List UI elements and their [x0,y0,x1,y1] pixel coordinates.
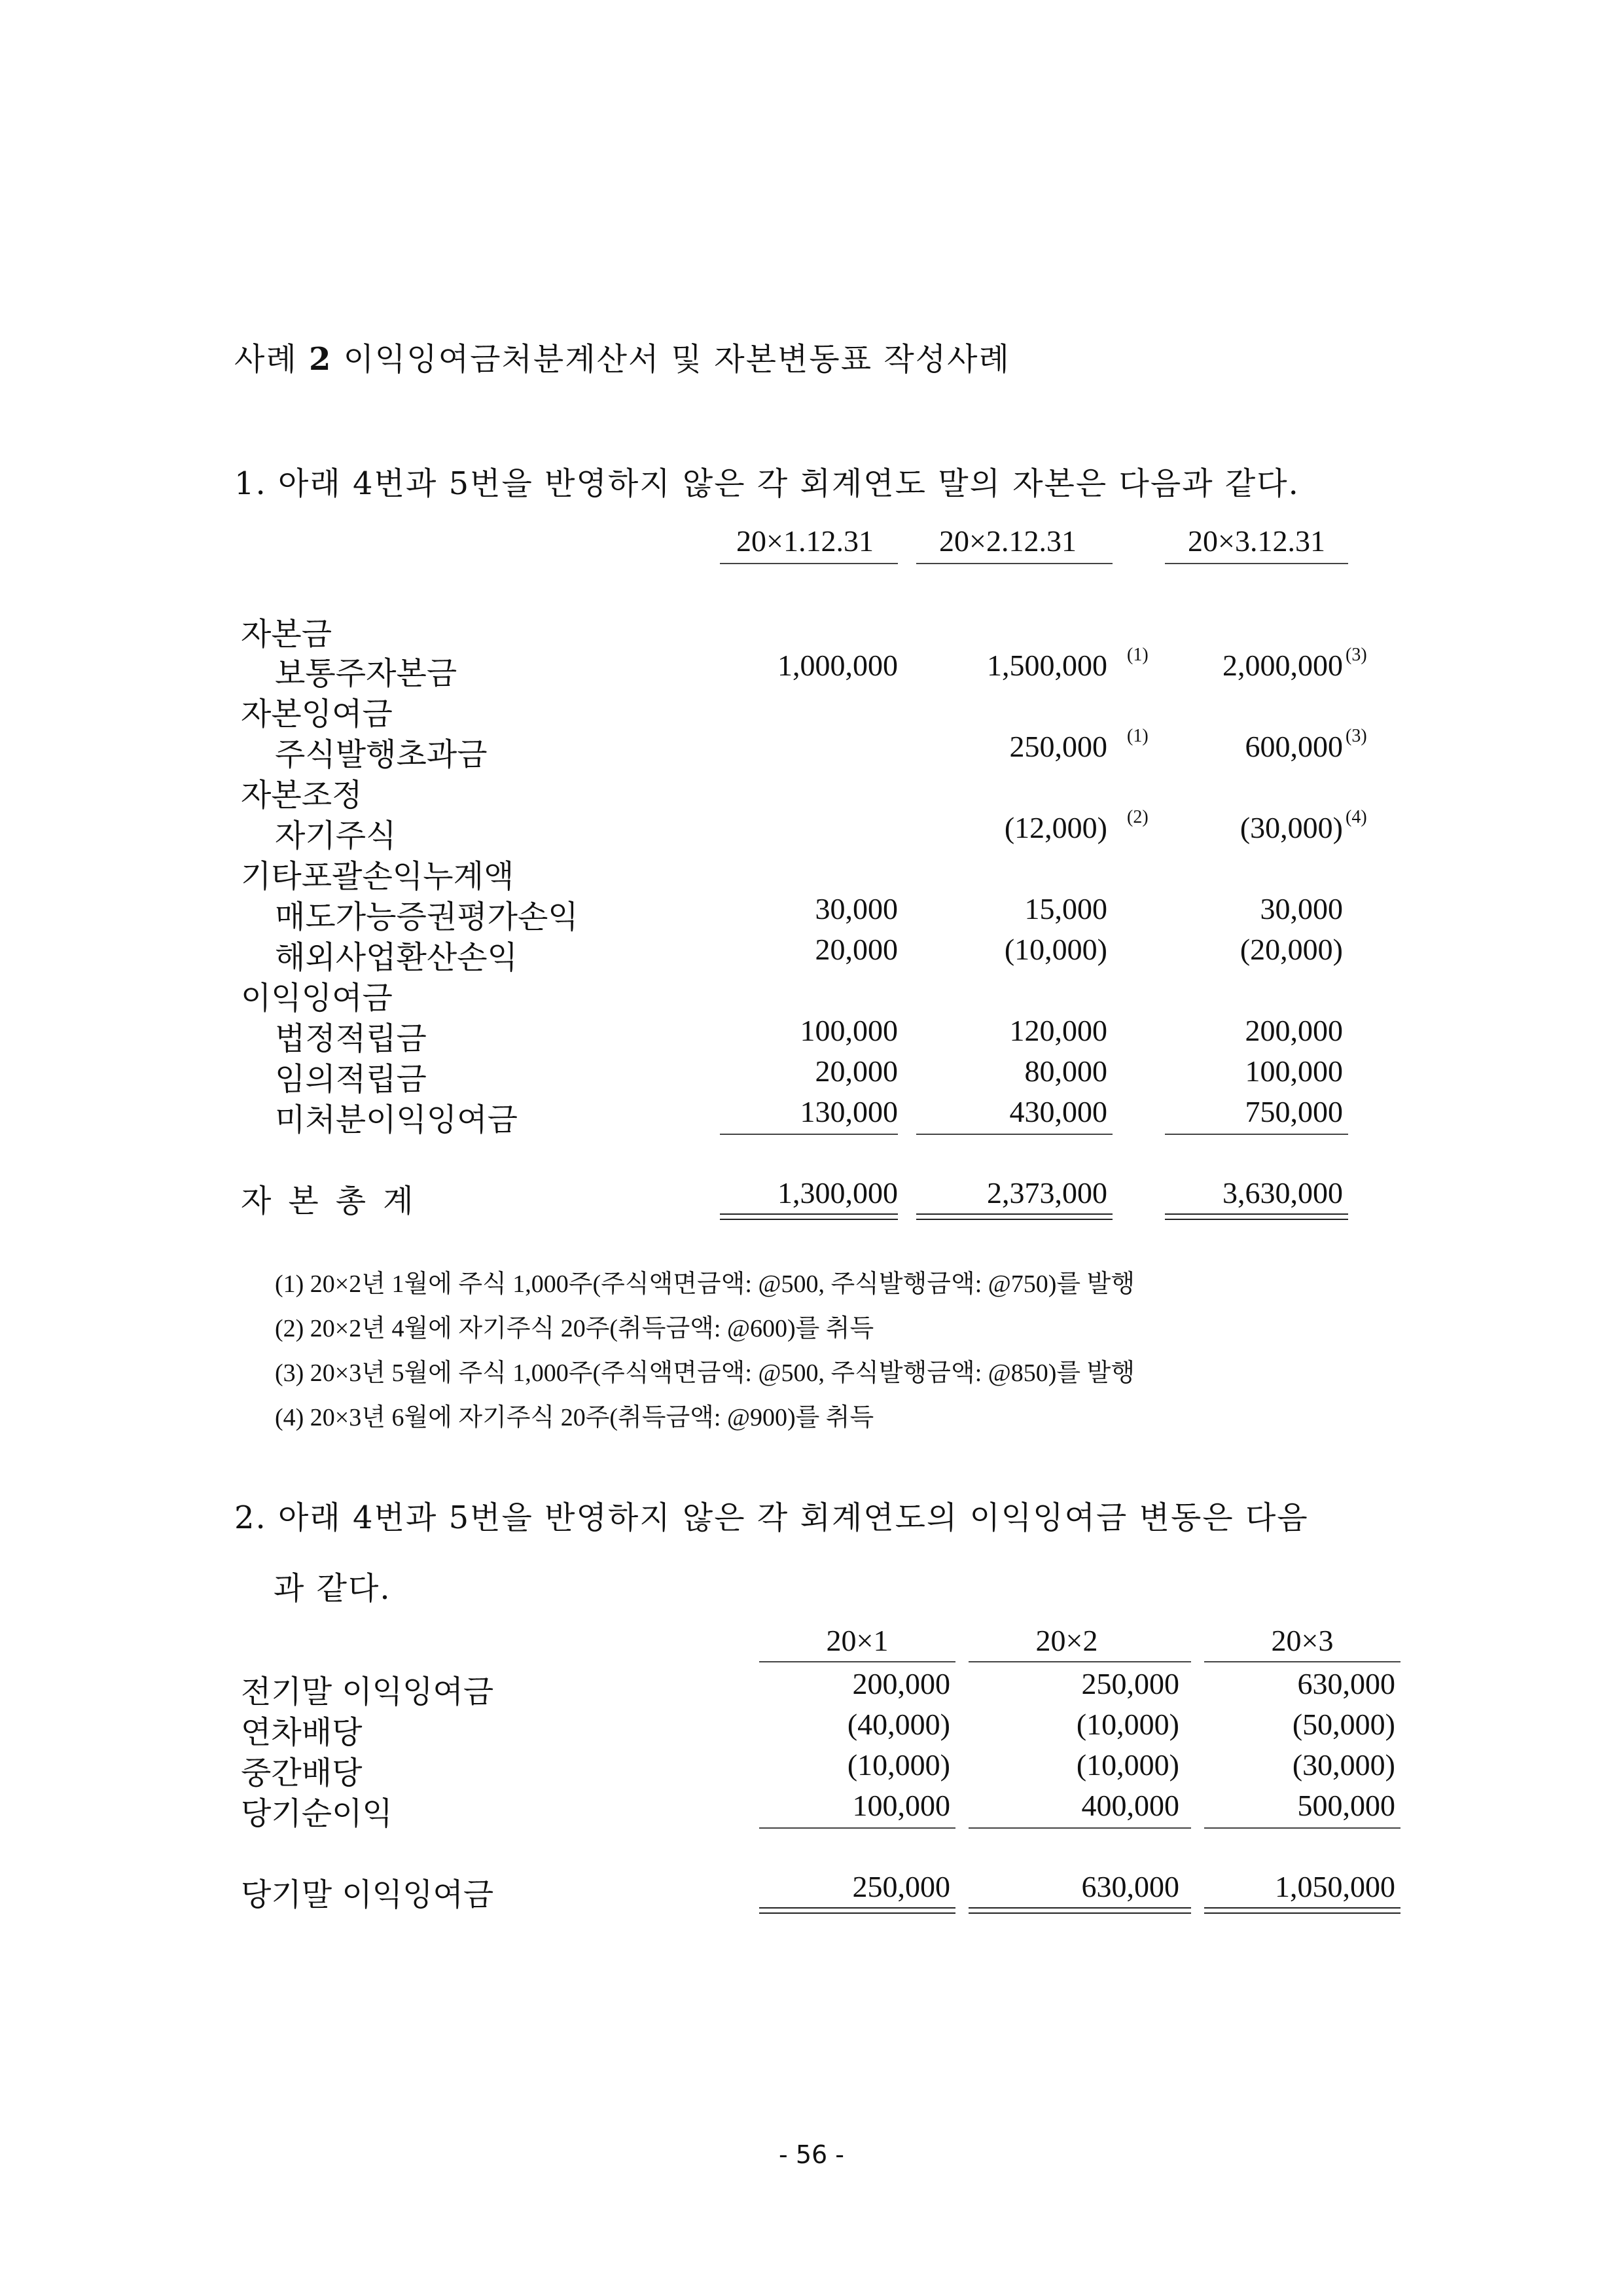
footnote-ref: (2) [1127,807,1149,827]
cell-value: 400,000 [1081,1789,1179,1822]
total-double-underline [720,1213,898,1220]
s2-col-header: 20×2 [1035,1624,1098,1657]
total-double-underline [969,1907,1191,1914]
cell-value: 600,000 [1245,730,1343,763]
row-label: 전기말 이익잉여금 [241,1674,494,1710]
s1-col-header: 20×1.12.31 [736,524,874,558]
cell-value: 100,000 [852,1789,950,1822]
row-label: 중간배당 [241,1755,363,1791]
total-double-underline [1165,1213,1348,1220]
category-capital-adjustment: 자본조정 [241,777,363,814]
header-underline [969,1661,1191,1662]
row-label: 법정적립금 [275,1020,427,1057]
cell-value: 250,000 [1081,1667,1179,1700]
cell-value: (10,000) [1076,1748,1179,1782]
section1-heading: 1. 아래 4번과 5번을 반영하지 않은 각 회계연도 말의 자본은 다음과 같다. [234,465,1300,502]
footnote: (2) 20×2년 4월에 자기주식 20주(취득금액: @600)를 취득 [275,1315,874,1342]
subtotal-underline [916,1134,1113,1135]
section2-heading-cont: 과 같다. [274,1570,391,1607]
total-double-underline [916,1213,1113,1220]
header-underline [759,1661,955,1662]
cell-value: 100,000 [800,1014,898,1047]
cell-value: (30,000) [1240,811,1343,844]
total-value: 630,000 [1081,1870,1179,1903]
total-value: 1,050,000 [1275,1870,1395,1903]
page-number: - 56 - [779,2140,844,2169]
total-label: 당기말 이익잉여금 [241,1876,494,1913]
cell-value: 130,000 [800,1095,898,1128]
row-label: 자기주식 [275,817,397,854]
total-label: 자본총계 [241,1183,431,1219]
subtotal-underline [969,1827,1191,1829]
total-value: 1,300,000 [777,1176,898,1210]
s1-col-header: 20×2.12.31 [939,524,1077,558]
cell-value: (40,000) [847,1708,950,1741]
cell-value: 430,000 [1009,1095,1107,1128]
cell-value: 630,000 [1297,1667,1395,1700]
cell-value: 1,500,000 [987,649,1107,682]
category-aoci: 기타포괄손익누계액 [241,858,514,895]
category-capital-stock: 자본금 [241,616,332,653]
cell-value: (12,000) [1004,811,1107,844]
footnote-ref: (4) [1346,807,1367,827]
header-underline [720,563,898,564]
title-prefix: 사례 [234,341,298,378]
title-text: 이익잉여금처분계산서 및 자본변동표 작성사례 [343,341,1010,378]
cell-value: (10,000) [1076,1708,1179,1741]
cell-value: 1,000,000 [777,649,898,682]
cell-value: 20,000 [815,933,898,966]
cell-value: (20,000) [1240,933,1343,966]
category-capital-surplus: 자본잉여금 [241,696,393,732]
footnote-ref: (3) [1346,645,1367,665]
title-number: 2 [309,341,332,378]
cell-value: 750,000 [1245,1095,1343,1128]
total-double-underline [759,1907,955,1914]
cell-value: 200,000 [1245,1014,1343,1047]
cell-value: 120,000 [1009,1014,1107,1047]
cell-value: 2,000,000 [1222,649,1343,682]
footnote: (1) 20×2년 1월에 주식 1,000주(주식액면금액: @500, 주식발행금액: @750)를 발행 [275,1270,1135,1298]
row-label: 임의적립금 [275,1061,427,1098]
cell-value: 500,000 [1297,1789,1395,1822]
row-label: 연차배당 [241,1714,363,1751]
subtotal-underline [759,1827,955,1829]
cell-value: (30,000) [1292,1748,1395,1782]
row-label: 주식발행초과금 [275,736,488,773]
header-underline [1165,563,1348,564]
subtotal-underline [1204,1827,1400,1829]
cell-value: 250,000 [1009,730,1107,763]
cell-value: 100,000 [1245,1054,1343,1088]
subtotal-underline [1165,1134,1348,1135]
footnote-ref: (1) [1127,726,1149,746]
header-underline [1204,1661,1400,1662]
section2-heading: 2. 아래 4번과 5번을 반영하지 않은 각 회계연도의 이익잉여금 변동은 다음 [234,1499,1309,1536]
cell-value: (10,000) [1004,933,1107,966]
row-label: 매도가능증권평가손익 [275,899,579,935]
cell-value: 15,000 [1024,892,1107,925]
footnote: (3) 20×3년 5월에 주식 1,000주(주식액면금액: @500, 주식발행금액: @850)를 발행 [275,1359,1135,1387]
cell-value: 80,000 [1024,1054,1107,1088]
category-retained-earnings: 이익잉여금 [241,980,393,1016]
total-value: 3,630,000 [1222,1176,1343,1210]
row-label: 해외사업환산손익 [275,939,518,976]
header-underline [916,563,1113,564]
footnote-ref: (3) [1346,726,1367,746]
cell-value: (10,000) [847,1748,950,1782]
total-value: 250,000 [852,1870,950,1903]
footnote-ref: (1) [1127,645,1149,665]
row-label: 보통주자본금 [275,655,457,692]
cell-value: 200,000 [852,1667,950,1700]
cell-value: 30,000 [815,892,898,925]
row-label: 당기순이익 [241,1795,393,1832]
cell-value: 30,000 [1260,892,1343,925]
s2-col-header: 20×1 [826,1624,889,1657]
page-title [234,334,1010,379]
cell-value: 20,000 [815,1054,898,1088]
subtotal-underline [720,1134,898,1135]
cell-value: (50,000) [1292,1708,1395,1741]
s1-col-header: 20×3.12.31 [1188,524,1325,558]
total-value: 2,373,000 [987,1176,1107,1210]
total-double-underline [1204,1907,1400,1914]
row-label: 미처분이익잉여금 [275,1102,518,1138]
s2-col-header: 20×3 [1271,1624,1334,1657]
footnote: (4) 20×3년 6월에 자기주식 20주(취득금액: @900)를 취득 [275,1404,874,1431]
